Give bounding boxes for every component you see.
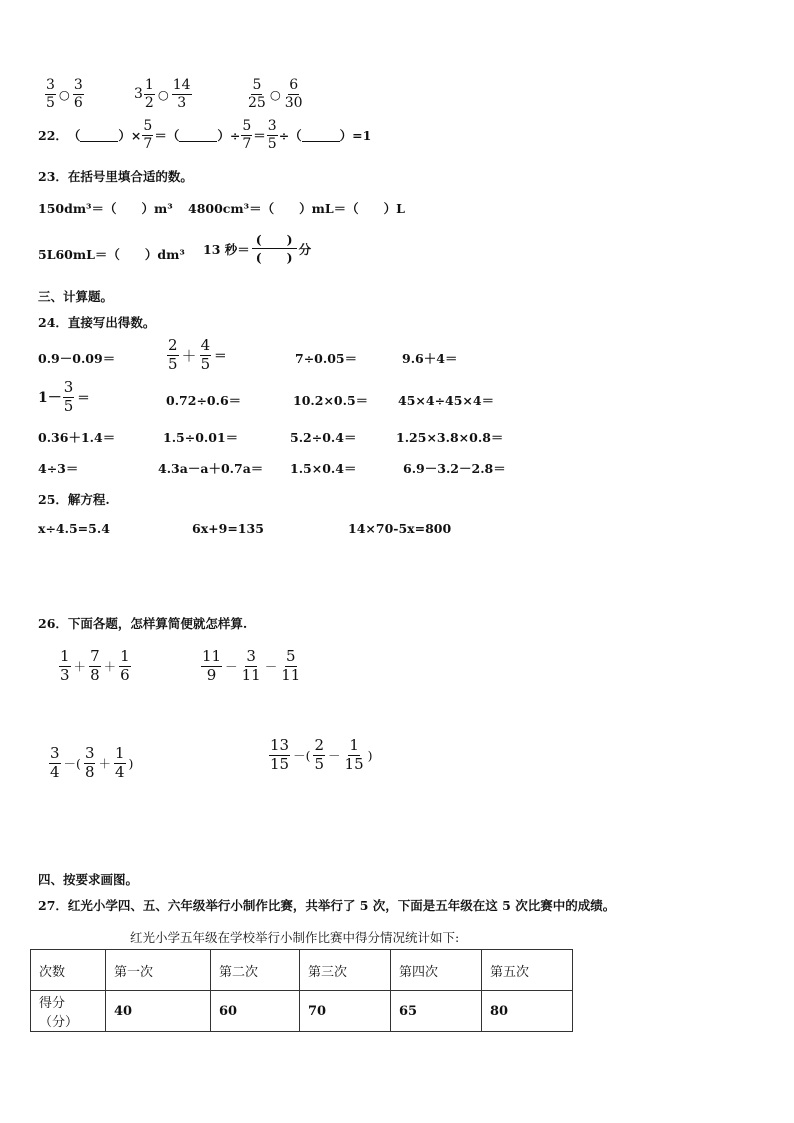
q24-r4-c3: 1.5×0.4＝	[290, 461, 357, 476]
section-3-heading: 三、计算题。	[38, 289, 114, 304]
table-cell: 65	[391, 991, 482, 1032]
compare-b: 3 $\frac{1}{2}$ ○ $\frac{14}{3}$	[134, 77, 191, 111]
table-header-row	[31, 950, 573, 991]
q26-expr2: $\frac{11}{9}$ － $\frac{3}{11}$ － $\frac{5}{11}$	[202, 647, 301, 684]
q24-r4-c4: 6.9－3.2－2.8＝	[403, 461, 506, 476]
compare-c: $\frac{5}{25}$ ○ $\frac{6}{30}$	[248, 77, 303, 111]
q26-expr3: $\frac{3}{4}$ －( $\frac{3}{8}$ ＋ $\frac{1}{4}$ )	[50, 744, 134, 781]
q24-r2-c1: 1－ $\frac{3}{5}$ ＝	[38, 378, 90, 415]
q24-r1-c4: 9.6＋4＝	[402, 351, 458, 366]
table-header-cell: 第一次	[106, 950, 211, 991]
q24-r1-c3: 7÷0.05＝	[295, 351, 358, 366]
q23-line2a: 5L60mL＝（ ）dm³	[38, 247, 185, 262]
table-row	[31, 991, 573, 1032]
q24-r2-c3: 10.2×0.5＝	[293, 393, 369, 408]
table-cell: 80	[482, 991, 573, 1032]
q24-r2-c4: 45×4÷45×4＝	[398, 393, 495, 408]
q24-r1-c1: 0.9－0.09＝	[38, 351, 116, 366]
score-table	[30, 949, 573, 1032]
question-24-title: 24．直接写出得数。	[38, 315, 156, 330]
table-cell: 40	[106, 991, 211, 1032]
q24-r1-c2: $\frac{2}{5}$ ＋ $\frac{4}{5}$ ＝	[168, 336, 227, 373]
blank[interactable]	[80, 129, 118, 142]
blank[interactable]	[179, 129, 217, 142]
q24-r3-c4: 1.25×3.8×0.8＝	[396, 430, 504, 445]
table-cell: 得分（分）	[31, 991, 106, 1032]
table-header-cell: 第五次	[482, 950, 573, 991]
table-cell: 70	[300, 991, 391, 1032]
question-26-title: 26．下面各题，怎样算简便就怎样算.	[38, 616, 248, 631]
q24-r2-c2: 0.72÷0.6＝	[166, 393, 242, 408]
q24-r3-c1: 0.36＋1.4＝	[38, 430, 116, 445]
table-caption: 红光小学五年级在学校举行小制作比赛中得分情况统计如下:	[130, 930, 460, 945]
question-23-title: 23．在括号里填合适的数。	[38, 169, 193, 184]
q23-line1b: 4800cm³＝（ ）mL＝（ ）L	[188, 201, 405, 216]
section-4-heading: 四、按要求画图。	[38, 872, 139, 887]
question-27-title: 27．红光小学四、五、六年级举行小制作比赛，共举行了 5 次，下面是五年级在这 5 次比赛中的成绩。	[38, 898, 616, 913]
blank[interactable]	[302, 129, 340, 142]
q24-r4-c2: 4.3a－a＋0.7a＝	[158, 461, 264, 476]
table-header-cell: 第二次	[211, 950, 300, 991]
compare-a: $\frac{3}{5}$ ○ $\frac{3}{6}$	[46, 77, 83, 111]
table-cell: 60	[211, 991, 300, 1032]
q24-r3-c2: 1.5÷0.01＝	[163, 430, 239, 445]
q23-line1a: 150dm³＝（ ）m³	[38, 201, 173, 216]
q25-eq3: 14×70-5x=800	[348, 521, 452, 536]
q24-r3-c3: 5.2÷0.4＝	[290, 430, 357, 445]
question-25-title: 25．解方程.	[38, 492, 110, 507]
table-header-cell: 第四次	[391, 950, 482, 991]
q23-line2b: 13 秒＝ $\frac{( )}{( )}$ 分	[203, 232, 312, 266]
q25-eq2: 6x+9=135	[192, 521, 264, 536]
question-22: 22． （ ）× $\frac{5}{7}$ ＝（ ）÷ $\frac{5}{7}$ ＝ $\frac{3}{5}$ ÷（ ）=1	[38, 118, 372, 152]
q26-expr4: $\frac{13}{15}$ －( $\frac{2}{5}$ － $\frac{1}{15}$ )	[270, 736, 373, 773]
q24-r4-c1: 4÷3＝	[38, 461, 79, 476]
table-header-cell: 第三次	[300, 950, 391, 991]
q25-eq1: x÷4.5=5.4	[38, 521, 110, 536]
table-header-cell: 次数	[31, 950, 106, 991]
q26-expr1: $\frac{1}{3}$ ＋ $\frac{7}{8}$ ＋ $\frac{1}{6}$	[60, 647, 130, 684]
